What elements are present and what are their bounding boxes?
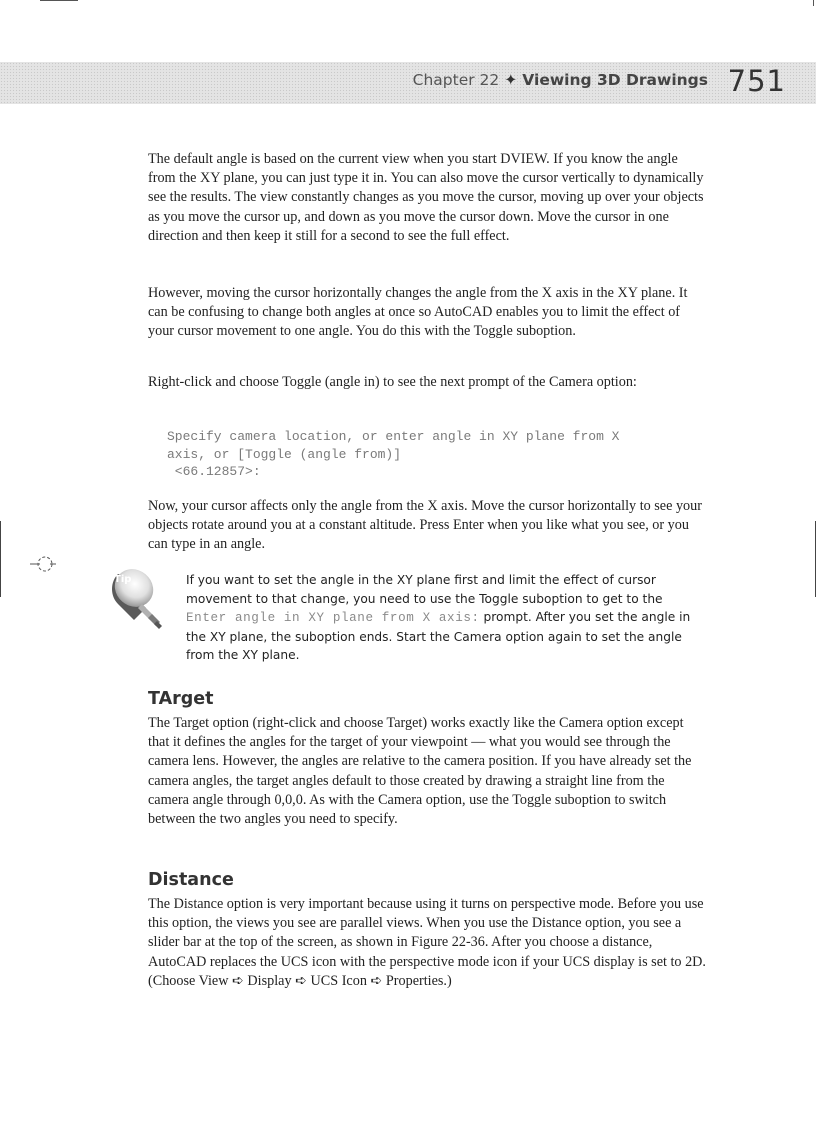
code-line: <66.12857>:: [167, 464, 261, 479]
code-line: axis, or [Toggle (angle from)]: [167, 446, 402, 462]
section-heading-distance: Distance: [148, 870, 234, 890]
diamond-icon: ✦: [504, 71, 518, 89]
code-line: Specify camera location, or enter angle in XY plane from X: [167, 429, 620, 444]
page-number: 751: [727, 64, 786, 98]
paragraph-1: The default angle is based on the current view when you start DVIEW. If you know the angle from the XY plane, you can just type it in. You can also move the cursor vertically to dynamically see the results. The view constantly changes as you move the cursor, moving up over your objects as you move the cursor up, and down as you move the cursor down. Move the cursor in one direction and then keep it still for a second to see the full effect.: [148, 151, 704, 244]
paragraph-2: However, moving the cursor horizontally changes the angle from the X axis in the XY plane. It can be confusing to change both angles at once so AutoCAD enables you to limit the effect of your cursor movement to one angle. You do this with the Toggle suboption.: [148, 285, 688, 340]
margin-rule-left: [0, 521, 1, 597]
chapter-title: Viewing 3D Drawings: [522, 71, 708, 89]
chapter-label: Chapter 22: [412, 71, 500, 89]
running-header: [413, 71, 708, 89]
crop-tick: [813, 0, 814, 6]
section-heading-target: TArget: [148, 689, 214, 709]
section-target-body: The Target option (right-click and choose Target) works exactly like the Camera option except that it defines the angles for the target of your viewpoint — what you would see through the camera lens. However, the angles are relative to the camera position. If you have already set the camera angles, the target angles default to those created by drawing a straight line from the camera angle through 0,0,0. As with the Camera option, use the Toggle suboption to switch between the two angles you need to specify.: [148, 715, 692, 828]
code-listing: [167, 428, 619, 481]
section-distance-body: The Distance option is very important because using it turns on perspective mode. Before you use this option, the views you see are parallel views. When you use the Distance option, you see a slider bar at the top of the screen, as shown in Figure 22-36. After you choose a distance, AutoCAD replaces the UCS icon with the perspective mode icon if your UCS display is set to 2D. (Choose View ➪ Display ➪ UCS Icon ➪ Properties.): [148, 896, 706, 989]
tip-label: Tip: [114, 574, 132, 585]
paragraph-3: Right-click and choose Toggle (angle in) to see the next prompt of the Camera option:: [148, 374, 637, 390]
paragraph-4: Now, your cursor affects only the angle from the X axis. Move the cursor horizontally to see your objects rotate around you at a constant altitude. Press Enter when you like what you see, or you can type in an angle.: [148, 498, 702, 553]
registration-mark-icon: [28, 550, 58, 580]
tip-code: Enter angle in XY plane from X axis:: [186, 611, 480, 626]
crop-mark: [40, 0, 78, 1]
tip-text: If you want to set the angle in the XY plane first and limit the effect of cursor movement to that change, you need to use the Toggle suboption to get to the Enter angle in XY plane from X axis: prompt. After you set the angle in the XY plane, the suboption ends. Start the Camera option again to set the angle from the XY plane.: [186, 573, 691, 663]
